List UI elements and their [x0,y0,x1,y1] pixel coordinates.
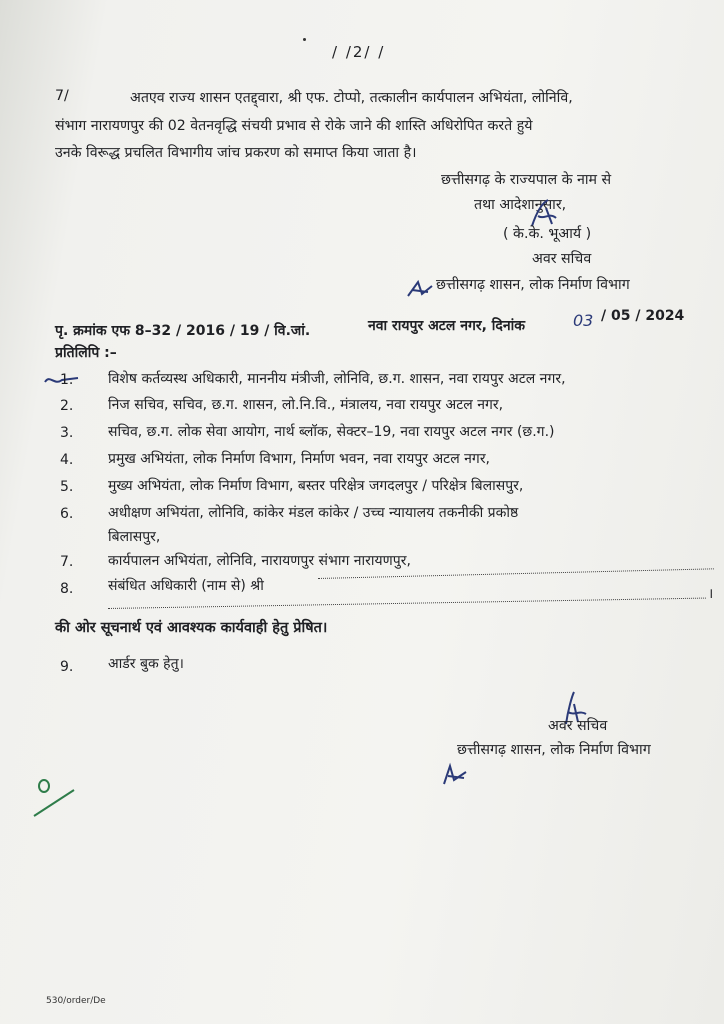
list-item: संबंधित अधिकारी (नाम से) श्री [108,578,264,594]
list-item: सचिव, छ.ग. लोक सेवा आयोग, नार्थ ब्लॉक, सेक्टर–19, नवा रायपुर अटल नगर (छ.ग.) [108,424,555,440]
list-item-number: 8. [60,581,74,597]
order-line: तथा आदेशानुसार, [474,197,567,213]
officer-name: ( के.के. भूआर्य ) [503,226,592,242]
para-line-1: अतएव राज्य शासन एतद्द्वारा, श्री एफ. टोप्पो, तत्कालीन कार्यपालन अभियंता, लोनिवि, [130,90,573,106]
list-item-number: 9. [60,659,74,675]
blank-line [108,598,706,609]
list-item: विशेष कर्तव्यस्थ अधिकारी, माननीय मंत्रीजी, लोनिवि, छ.ग. शासन, नवा रायपुर अटल नगर, [108,371,566,387]
officer-department: छत्तीसगढ़ शासन, लोक निर्माण विभाग [436,277,630,293]
initial-mark [404,276,438,302]
memo-reference: पृ. क्रमांक एफ 8–32 / 2016 / 19 / वि.जां. [55,323,311,339]
list-item: प्रमुख अभियंता, लोक निर्माण विभाग, निर्माण भवन, नवा रायपुर अटल नगर, [108,451,490,467]
list-item-number: 3. [60,425,74,441]
list-item-continuation: बिलासपुर, [108,529,161,545]
officer-designation: अवर सचिव [532,251,592,267]
page-number: / /2/ / [332,43,386,61]
governor-line: छत्तीसगढ़ के राज्यपाल के नाम से [441,172,612,188]
list-item: मुख्य अभियंता, लोक निर्माण विभाग, बस्तर परिक्षेत्र जगदलपुर / परिक्षेत्र बिलासपुर, [108,478,524,494]
punch-dot [303,38,306,41]
forward-line: की ओर सूचनार्थ एवं आवश्यक कार्यवाही हेतु प्रेषित। [55,620,328,636]
list-item-number: 7. [60,554,74,570]
initial-mark-2 [438,760,472,790]
para-number: 7/ [55,88,69,104]
footer-code: 530/order/De [46,996,106,1006]
para-line-2: संभाग नारायणपुर की 02 वेतनवृद्धि संचयी प्रभाव से रोके जाने की शास्ति अधिरोपित करते हुये [55,118,533,134]
para-line-3: उनके विरूद्ध प्रचलित विभागीय जांच प्रकरण को समाप्त किया जाता है। [55,145,417,161]
list-item-number: 6. [60,506,74,522]
list-item-number: 5. [60,479,74,495]
list-item-number: 4. [60,452,74,468]
sign-designation: अवर सचिव [548,718,608,734]
pen-mark [30,772,80,820]
list-item: अधीक्षण अभियंता, लोनिवि, कांकेर मंडल कांकेर / उच्च न्यायालय तकनीकी प्रकोष्ठ [108,505,519,521]
list-item-number: 1. [60,372,74,388]
line-end-mark: । [708,586,714,602]
sign-department: छत्तीसगढ़ शासन, लोक निर्माण विभाग [457,742,651,758]
memo-day: 03 [573,311,594,330]
list-item: निज सचिव, सचिव, छ.ग. शासन, लो.नि.वि., मंत्रालय, नवा रायपुर अटल नगर, [108,397,504,413]
list-item: कार्यपालन अभियंता, लोनिवि, नारायणपुर संभाग नारायणपुर, [108,553,411,569]
copy-heading: प्रतिलिपि :– [55,345,117,361]
list-item: आर्डर बुक हेतु। [108,656,184,672]
list-item-number: 2. [60,398,74,414]
memo-place-date: नवा रायपुर अटल नगर, दिनांक [368,318,525,334]
memo-month-year: / 05 / 2024 [601,308,685,324]
